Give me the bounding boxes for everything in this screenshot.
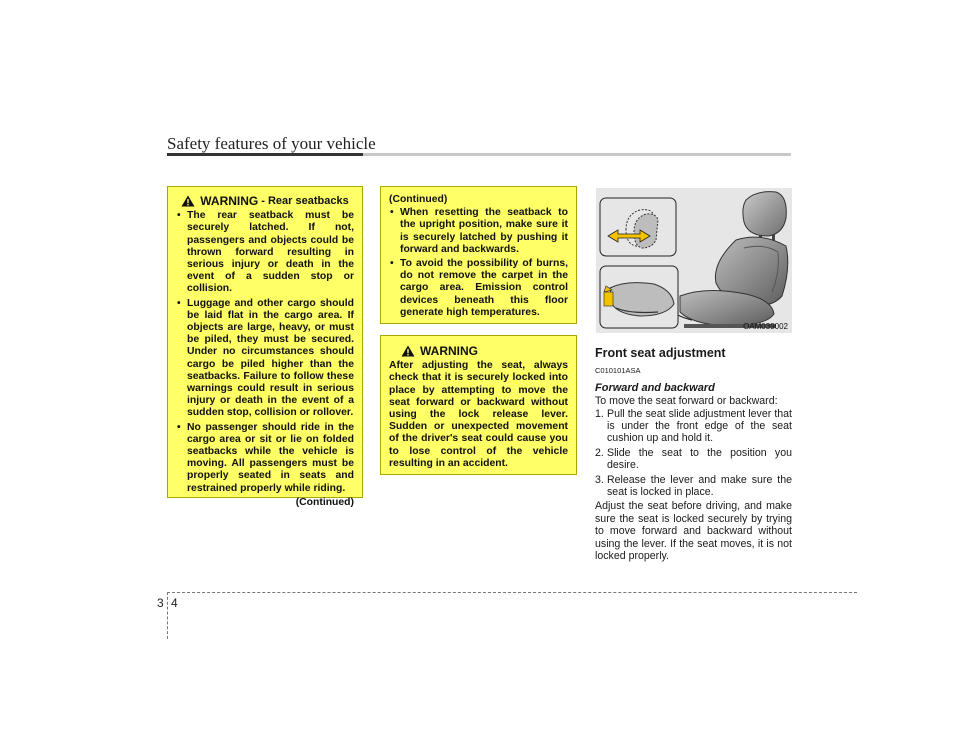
- step-item: [595, 447, 792, 472]
- warning-bullet-list: [389, 207, 568, 319]
- step-item: [595, 474, 792, 499]
- warning-subtitle: - Rear seatbacks: [261, 195, 349, 207]
- warning-title: WARNING: [420, 344, 478, 358]
- footer-rule: [167, 592, 857, 593]
- page-number: 4: [171, 596, 178, 610]
- warning-header: [176, 195, 354, 207]
- warning-header: [389, 345, 568, 357]
- warning-seat-lock: [380, 335, 577, 475]
- seat-illustration: [596, 188, 792, 333]
- section-code: C010101ASA: [595, 366, 641, 376]
- warning-body: After adjusting the seat, always check that it is securely locked into place by attempting to move the seat forward or backward without using the lock release lever. Sudden or unexpected movement of the driver's seat could cause you to lose control of the vehicle resulting in an accident.: [389, 360, 568, 469]
- header-rule: [167, 153, 791, 156]
- step-number: 2.: [595, 446, 604, 459]
- step-item: [595, 408, 792, 445]
- section-title: Front seat adjustment: [595, 346, 726, 360]
- section-note: Adjust the seat before driving, and make sure the seat is locked securely by trying to move forward and backward without using the lever. If the seat moves, it is not locked properly.: [595, 500, 792, 563]
- chapter-number: 3: [157, 596, 164, 610]
- warning-title: WARNING: [200, 194, 259, 208]
- figure-caption: OAM039002: [743, 322, 788, 331]
- warning-rear-seatbacks: [167, 186, 363, 508]
- continued-label: (Continued): [295, 496, 354, 508]
- footer-divider: [167, 592, 168, 639]
- front-seat-section: [595, 347, 792, 563]
- warning-continued: [380, 186, 577, 324]
- warning-triangle-icon: [181, 195, 195, 207]
- continued-label: (Continued): [389, 194, 448, 205]
- section-intro: To move the seat forward or backward:: [595, 395, 778, 408]
- warning-bullet: • When resetting the seatback to the upright position, make sure it is securely latched by pushing it forward and backwards.: [389, 207, 568, 256]
- step-number: 3.: [595, 473, 604, 486]
- steps-list: [595, 408, 792, 499]
- warning-bullet: • The rear seatback must be securely latched. If not, passengers and objects could be thrown forward resulting in serious injury or death in the event of a sudden stop or collision.: [176, 210, 354, 295]
- warning-bullet: • Luggage and other cargo should be laid flat in the cargo area. If objects are large, heavy, or must be piled, they must be secured. Under no circumstances should cargo be piled higher than the seatbacks. Failure to follow these warnings could result in serious injury or death in the event of a sudden stop, collision or rollover.: [176, 298, 354, 420]
- warning-bullet-list: [176, 210, 354, 495]
- warning-triangle-icon: [401, 345, 415, 357]
- step-number: 1.: [595, 407, 604, 420]
- warning-bullet: • No passenger should ride in the cargo area or sit or lie on folded seatbacks while the vehicle is moving. All passengers must be properly seated in seats and restrained properly while riding.: [176, 422, 354, 495]
- section-subtitle: Forward and backward: [595, 381, 715, 394]
- step-text: Slide the seat to the position you desire.: [607, 446, 792, 472]
- step-text: Pull the seat slide adjustment lever that is under the front edge of the seat cushion up and hold it.: [607, 407, 792, 445]
- seat-drawing: [596, 188, 792, 333]
- step-text: Release the lever and make sure the seat is locked in place.: [607, 473, 792, 499]
- header-title: Safety features of your vehicle: [167, 134, 376, 153]
- warning-bullet: • To avoid the possibility of burns, do not remove the carpet in the cargo area. Emission control devices beneath this floor generate high temperatures.: [389, 258, 568, 319]
